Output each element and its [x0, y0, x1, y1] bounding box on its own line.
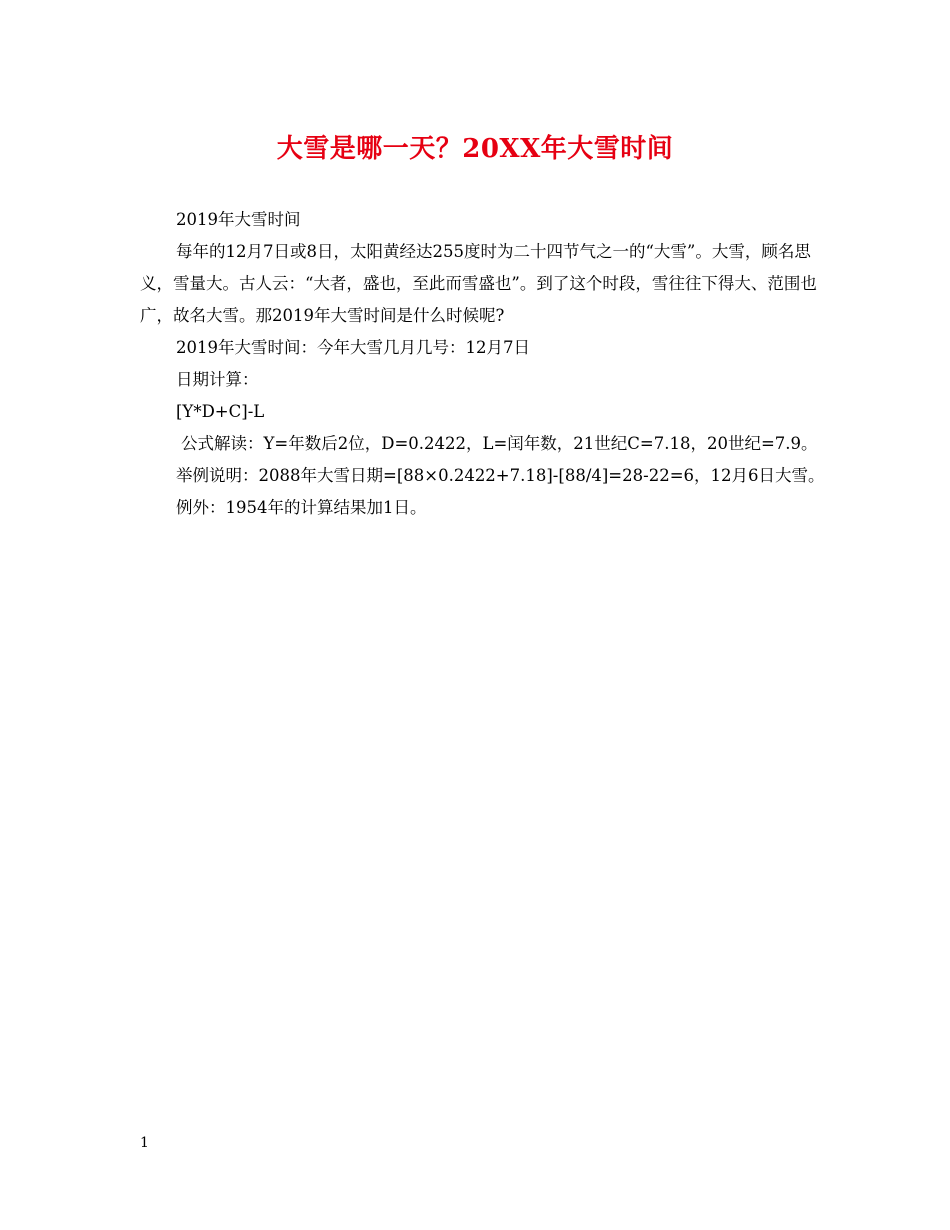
paragraph-calculation-heading: 日期计算：	[176, 370, 259, 389]
paragraph-heading-2019: 2019年大雪时间	[176, 210, 301, 229]
paragraph-formula-explanation: 公式解读：Y=年数后2位，D=0.2422，L=闰年数，21世纪C=7.18，20世纪=7.9。	[181, 434, 818, 453]
document-title: 大雪是哪一天？20XX年大雪时间	[276, 134, 674, 164]
document-body	[140, 204, 830, 524]
paragraph-intro: 每年的12月7日或8日，太阳黄经达255度时为二十四节气之一的“大雪”。大雪，顾名思义，雪量大。古人云：“大者，盛也，至此而雪盛也”。到了这个时段，雪往往下得大、范围也广，故名大雪。那2019年大雪时间是什么时候呢?	[140, 242, 817, 325]
page-number: 1	[140, 1135, 149, 1151]
paragraph-formula: [Y*D+C]-L	[176, 402, 265, 421]
paragraph-date-2019: 2019年大雪时间：今年大雪几月几号：12月7日	[176, 338, 530, 357]
paragraph-exception: 例外：1954年的计算结果加1日。	[176, 498, 427, 517]
paragraph-example: 举例说明：2088年大雪日期=[88×0.2422+7.18]-[88/4]=28-22=6，12月6日大雪。	[176, 466, 825, 485]
